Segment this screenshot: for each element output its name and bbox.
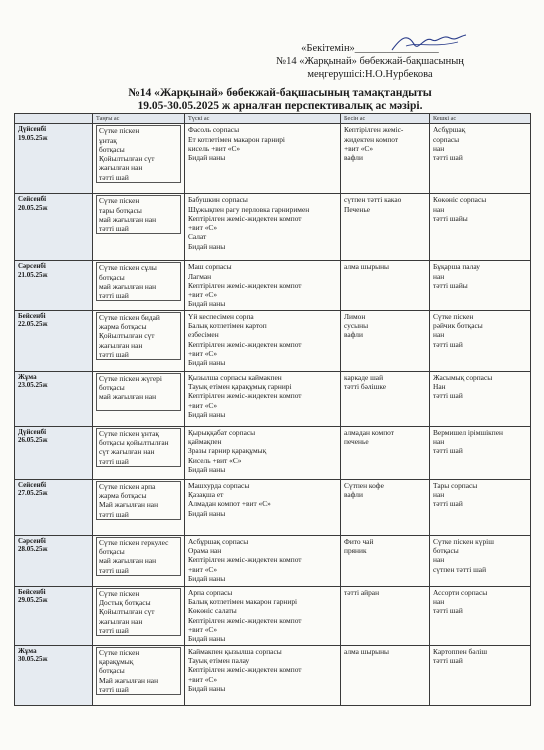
table-header-row <box>15 114 531 124</box>
lunch-cell-line: +вит «С» <box>188 674 218 684</box>
snack-cell-line: каркаде шай <box>344 372 384 382</box>
dinner-cell <box>430 310 531 371</box>
lunch-cell-line: Бидай наны <box>188 683 226 693</box>
day-cell <box>15 124 93 194</box>
dinner-cell <box>430 535 531 586</box>
snack-cell-line: вафли <box>344 490 363 500</box>
lunch-cell-line: Бабушкин сорпасы <box>188 195 248 205</box>
breakfast-cell <box>93 586 185 645</box>
header-day <box>15 114 93 124</box>
breakfast-cell-line: Сүтке піскен <box>99 588 140 598</box>
breakfast-cell-line: ұнтақ <box>99 135 117 145</box>
lunch-cell-line: Кисель +вит «С» <box>188 455 242 465</box>
breakfast-cell-line: ботқасы <box>99 144 125 154</box>
dinner-cell-line: рәйчик ботқасы <box>433 321 483 331</box>
lunch-cell-line: Қазақша ет <box>188 490 224 500</box>
lunch-cell-line: Каймакпен қызылша сорпасы <box>188 646 282 656</box>
breakfast-cell-line: Сүтке піскен <box>99 647 140 657</box>
day-cell-line: Бейсенбі <box>18 587 46 596</box>
day-cell-line: 22.05.25ж <box>18 320 48 329</box>
lunch-cell-line: Кептірілген жеміс-жидектен компот <box>188 280 302 290</box>
lunch-cell-line: Кептірілген жеміс-жидектен компот <box>188 555 302 565</box>
breakfast-cell-line: Сүтке піскен <box>99 196 140 206</box>
day-cell-line: Сәрсенбі <box>18 536 46 545</box>
snack-cell <box>341 371 430 426</box>
breakfast-cell-line: тәтті шай <box>99 509 129 519</box>
snack-cell-line: Кептірілген жеміс- <box>344 125 404 135</box>
lunch-cell-line: езбесімен <box>188 330 219 340</box>
lunch-cell-line: +вит «С» <box>188 290 218 300</box>
day-cell <box>15 310 93 371</box>
snack-cell <box>341 124 430 194</box>
day-cell <box>15 426 93 479</box>
snack-cell-line: вафли <box>344 330 363 340</box>
table-row <box>15 371 531 426</box>
dinner-cell-line: тәтті шай <box>433 391 463 401</box>
lunch-cell <box>185 194 341 261</box>
snack-cell-line: сусыны <box>344 321 369 331</box>
snack-cell-line: сүтпен тәтті какао <box>344 195 402 205</box>
lunch-cell <box>185 535 341 586</box>
lunch-cell-line: Шұжықпен рагу перловка гарниримен <box>188 204 310 214</box>
breakfast-cell-line: Сүтке піскен жүгері <box>99 373 162 383</box>
approval-line-3: меңгерушісі:Н.О.Нурбекова <box>307 69 433 80</box>
dinner-cell-line: сүтпен тәтті шай <box>433 564 487 574</box>
dinner-cell-line: Жасымық сорпасы <box>433 372 493 382</box>
breakfast-cell-line: Қойылтылған сүт <box>99 331 155 341</box>
table-row <box>15 310 531 371</box>
dinner-cell-line: нан <box>433 143 445 153</box>
breakfast-cell-line: тәтті шай <box>99 224 129 234</box>
breakfast-cell-line: жағылған нан <box>99 616 143 626</box>
breakfast-cell-line: тары ботқасы <box>99 205 142 215</box>
breakfast-cell-line: Сүтке піскен арпа <box>99 481 156 491</box>
breakfast-cell-line: ботқасы <box>99 272 125 282</box>
dinner-cell-line: тәтті шайы <box>433 213 468 223</box>
dinner-cell-line: тәтті шай <box>433 499 463 509</box>
snack-cell <box>341 586 430 645</box>
title-line-1: №14 «Жарқынай» бөбекжай-бақшасының тамақтандыты <box>128 87 432 99</box>
day-cell-line: 21.05.25ж <box>18 270 48 279</box>
dinner-cell-line: Бұқарша палау <box>433 262 480 272</box>
dinner-cell-line: ботқасы <box>433 546 459 556</box>
breakfast-cell-line: тәтті шай <box>99 684 129 694</box>
lunch-cell-line: Бидай наны <box>188 241 226 251</box>
dinner-cell-line: нан <box>433 437 445 447</box>
approval-line-1: «Бекітемін»________________ <box>301 43 439 54</box>
table-row <box>15 645 531 705</box>
breakfast-cell-line: ботқасы <box>99 666 125 676</box>
snack-cell <box>341 645 430 705</box>
dinner-cell-line: тәтті шайы <box>433 280 468 290</box>
lunch-cell-line: Бидай наны <box>188 464 226 474</box>
day-cell-line: 26.05.25ж <box>18 436 48 445</box>
approval-block <box>215 42 525 81</box>
lunch-cell-line: Фасоль сорпасы <box>188 125 240 135</box>
snack-cell <box>341 194 430 261</box>
dinner-cell-line: Асбұршақ <box>433 125 466 135</box>
breakfast-cell <box>93 535 185 586</box>
day-cell-line: Дүйсенбі <box>18 125 47 134</box>
lunch-cell-line: +вит «С» <box>188 223 218 233</box>
lunch-cell-line: Бидай наны <box>188 299 226 309</box>
dinner-cell-line: нан <box>433 271 445 281</box>
day-cell-line: Жұма <box>18 372 37 381</box>
lunch-cell-line: Тауық етімен қарақұмық гарнирі <box>188 382 292 392</box>
day-cell-line: Дүйсенбі <box>18 427 47 436</box>
lunch-cell-line: +вит «С» <box>188 400 218 410</box>
breakfast-cell-line: Май жағылған нан <box>99 675 159 685</box>
table-row <box>15 535 531 586</box>
title-line-2: 19.05-30.05.2025 ж арналған перспективалық ас мәзірі. <box>137 100 423 112</box>
dinner-cell-line: Сүтке піскен <box>433 311 474 321</box>
breakfast-cell-line: қарақұмық <box>99 657 134 667</box>
lunch-cell-line: кисель +вит «С» <box>188 143 241 153</box>
snack-cell-line: алма шырыны <box>344 262 390 272</box>
dinner-cell-line: тәтті шай <box>433 656 463 666</box>
day-cell-line: 30.05.25ж <box>18 655 48 664</box>
breakfast-cell-line: Сүтке піскен <box>99 126 140 136</box>
lunch-cell-line: Машхурда сорпасы <box>188 480 250 490</box>
lunch-cell <box>185 426 341 479</box>
dinner-cell-line: тәтті шай <box>433 606 463 616</box>
day-cell-line: Сейсенбі <box>18 480 47 489</box>
lunch-cell-line: Орама нан <box>188 546 222 556</box>
breakfast-cell-line: тәтті шай <box>99 291 129 301</box>
header-dinner: Кешкі ас <box>430 114 531 124</box>
lunch-cell-line: Ет котлетімен макарон гарнирі <box>188 134 285 144</box>
breakfast-cell-line: май жағылған нан <box>99 214 157 224</box>
document-title <box>40 87 520 113</box>
lunch-cell-line: Кептірілген жеміс-жидектен компот <box>188 213 302 223</box>
snack-cell-line: Фито чай <box>344 536 374 546</box>
breakfast-cell <box>93 645 185 705</box>
header-snack: Бесін ас <box>341 114 430 124</box>
day-cell <box>15 371 93 426</box>
dinner-cell <box>430 586 531 645</box>
breakfast-cell-line: май жағылған нан <box>99 556 157 566</box>
lunch-cell-line: +вит «С» <box>188 624 218 634</box>
breakfast-cell <box>93 371 185 426</box>
day-cell-line: Жұма <box>18 646 37 655</box>
lunch-cell-line: Кептірілген жеміс-жидектен компот <box>188 615 302 625</box>
breakfast-cell <box>93 479 185 535</box>
day-cell-line: 20.05.25ж <box>18 203 48 212</box>
dinner-cell-line: нан <box>433 330 445 340</box>
lunch-cell-line: Қызылша сорпасы каймакпен <box>188 372 282 382</box>
snack-cell-line: Сүтпен кофе <box>344 480 384 490</box>
snack-cell-line: алма шырыны <box>344 646 390 656</box>
lunch-cell-line: +вит «С» <box>188 564 218 574</box>
dinner-cell-line: Сүтке піскен күріш <box>433 536 494 546</box>
lunch-cell-line: Бидай наны <box>188 508 226 518</box>
snack-cell-line: пряник <box>344 546 367 556</box>
header-breakfast: Таңғы ас <box>93 114 185 124</box>
lunch-cell-line: қаймақпен <box>188 437 222 447</box>
table-row <box>15 194 531 261</box>
snack-cell-line: +вит «С» <box>344 143 374 153</box>
lunch-cell-line: Асбұршақ сорпасы <box>188 536 249 546</box>
dinner-cell-line: нан <box>433 555 445 565</box>
breakfast-cell-line: тәтті шай <box>99 172 129 182</box>
dinner-cell-line: тәтті шай <box>433 153 463 163</box>
table-row <box>15 124 531 194</box>
breakfast-cell-line: тәтті шай <box>99 625 129 635</box>
day-cell-line: 23.05.25ж <box>18 381 48 390</box>
snack-cell-line: Печенье <box>344 204 371 214</box>
day-cell <box>15 194 93 261</box>
lunch-cell-line: Салат <box>188 232 207 242</box>
day-cell-line: Бейсенбі <box>18 311 46 320</box>
lunch-cell <box>185 586 341 645</box>
dinner-cell-line: нан <box>433 204 445 214</box>
menu-table <box>14 113 531 706</box>
lunch-cell <box>185 645 341 705</box>
lunch-cell <box>185 261 341 310</box>
snack-cell-line: жидектен компот <box>344 134 399 144</box>
lunch-cell-line: Алмадан компот +вит «С» <box>188 499 271 509</box>
snack-cell-line: вафли <box>344 153 363 163</box>
day-cell-line: Сейсенбі <box>18 195 47 204</box>
dinner-cell-line: Ассорти сорпасы <box>433 587 488 597</box>
dinner-cell-line: нан <box>433 490 445 500</box>
lunch-cell-line: Лагман <box>188 271 212 281</box>
lunch-cell-line: Арпа сорпасы <box>188 587 233 597</box>
table-row <box>15 479 531 535</box>
snack-cell-line: Лимон <box>344 311 366 321</box>
lunch-cell-line: Қырыққабат сорпасы <box>188 427 256 437</box>
day-cell <box>15 261 93 310</box>
breakfast-cell-line: Сүтке піскен бидай <box>99 312 160 322</box>
breakfast-cell-line: Қойылтылған сүт <box>99 154 155 164</box>
lunch-cell-line: Үй кеспесімен сорпа <box>188 311 254 321</box>
breakfast-cell <box>93 261 185 310</box>
day-cell-line: 27.05.25ж <box>18 489 48 498</box>
dinner-cell <box>430 645 531 705</box>
lunch-cell <box>185 124 341 194</box>
breakfast-cell <box>93 194 185 261</box>
lunch-cell-line: Бидай наны <box>188 358 226 368</box>
signature-icon <box>388 30 468 56</box>
lunch-cell-line: Зразы гарнир қарақұмық <box>188 446 267 456</box>
breakfast-cell-line: Сүтке піскен ұнтақ <box>99 428 160 438</box>
breakfast-cell-line: тәтті шай <box>99 565 129 575</box>
dinner-cell-line: Тары сорпасы <box>433 480 478 490</box>
day-cell-line: 19.05.25ж <box>18 133 48 142</box>
snack-cell-line: тәтті бәлішке <box>344 382 387 392</box>
breakfast-cell <box>93 124 185 194</box>
breakfast-cell-line: жарма ботқасы <box>99 491 147 501</box>
lunch-cell-line: Балық котлетімен макарон гарнирі <box>188 597 298 607</box>
lunch-cell-line: Бидай наны <box>188 409 226 419</box>
day-cell <box>15 645 93 705</box>
lunch-cell-line: Бидай наны <box>188 573 226 583</box>
breakfast-cell-line: май жағылған нан <box>99 392 157 402</box>
dinner-cell-line: нан <box>433 597 445 607</box>
snack-cell-line: алмадан компот <box>344 427 395 437</box>
dinner-cell-line: Картоппен бәліш <box>433 646 488 656</box>
breakfast-cell-line: жағылған нан <box>99 163 143 173</box>
snack-cell <box>341 535 430 586</box>
day-cell-line: 28.05.25ж <box>18 545 48 554</box>
breakfast-cell-line: ботқасы <box>99 547 125 557</box>
breakfast-cell-line: сүт жағылған нан <box>99 447 155 457</box>
day-cell <box>15 479 93 535</box>
dinner-cell-line: Нан <box>433 382 446 392</box>
snack-cell <box>341 479 430 535</box>
lunch-cell <box>185 479 341 535</box>
table-row <box>15 261 531 310</box>
lunch-cell-line: Маш сорпасы <box>188 262 232 272</box>
dinner-cell-line: сорпасы <box>433 134 460 144</box>
day-cell-line: Сәрсенбі <box>18 262 46 271</box>
breakfast-cell-line: Сүтке піскен сұлы <box>99 263 157 273</box>
day-cell <box>15 535 93 586</box>
dinner-cell <box>430 479 531 535</box>
dinner-cell <box>430 371 531 426</box>
breakfast-cell-line: жағылған нан <box>99 340 143 350</box>
table-row <box>15 426 531 479</box>
breakfast-cell-line: Қойылтылған сүт <box>99 607 155 617</box>
lunch-cell-line: Көкөніс салаты <box>188 606 237 616</box>
header-lunch: Түскі ас <box>185 114 341 124</box>
breakfast-cell-line: жарма ботқасы <box>99 322 147 332</box>
snack-cell <box>341 426 430 479</box>
snack-cell-line: тәтті айран <box>344 587 380 597</box>
lunch-cell-line: +вит «С» <box>188 348 218 358</box>
lunch-cell-line: Кептірілген жеміс-жидектен компот <box>188 339 302 349</box>
dinner-cell <box>430 124 531 194</box>
dinner-cell-line: Көкөніс сорпасы <box>433 195 487 205</box>
dinner-cell-line: тәтті шай <box>433 339 463 349</box>
breakfast-cell-line: Достық ботқасы <box>99 598 151 608</box>
snack-cell <box>341 261 430 310</box>
lunch-cell-line: Бидай наны <box>188 634 226 644</box>
breakfast-cell-line: ботқасы қойылтылған <box>99 438 169 448</box>
lunch-cell-line: Тауық етімен палау <box>188 656 250 666</box>
lunch-cell-line: Кептірілген жеміс-жидектен компот <box>188 665 302 675</box>
lunch-cell-line: Балық котлетімен картоп <box>188 321 267 331</box>
breakfast-cell-line: тәтті шай <box>99 456 129 466</box>
breakfast-cell <box>93 426 185 479</box>
snack-cell <box>341 310 430 371</box>
breakfast-cell-line: ботқасы <box>99 383 125 393</box>
lunch-cell <box>185 310 341 371</box>
lunch-cell-line: Бидай наны <box>188 153 226 163</box>
dinner-cell-line: тәтті шай <box>433 446 463 456</box>
breakfast-cell-line: Май жағылған нан <box>99 500 159 510</box>
day-cell-line: 29.05.25ж <box>18 596 48 605</box>
breakfast-cell-line: май жағылған нан <box>99 281 157 291</box>
dinner-cell <box>430 426 531 479</box>
snack-cell-line: печенье <box>344 437 369 447</box>
breakfast-cell <box>93 310 185 371</box>
breakfast-cell-line: тәтті шай <box>99 349 129 359</box>
dinner-cell <box>430 194 531 261</box>
approval-line-2: №14 «Жарқынай» бөбекжай-бақшасының <box>276 56 464 67</box>
day-cell <box>15 586 93 645</box>
lunch-cell-line: Кептірілген жеміс-жидектен компот <box>188 391 302 401</box>
breakfast-cell-line: Сүтке піскен геркулес <box>99 537 169 547</box>
table-row <box>15 586 531 645</box>
lunch-cell <box>185 371 341 426</box>
dinner-cell <box>430 261 531 310</box>
dinner-cell-line: Вермишел ірімшікпен <box>433 427 503 437</box>
